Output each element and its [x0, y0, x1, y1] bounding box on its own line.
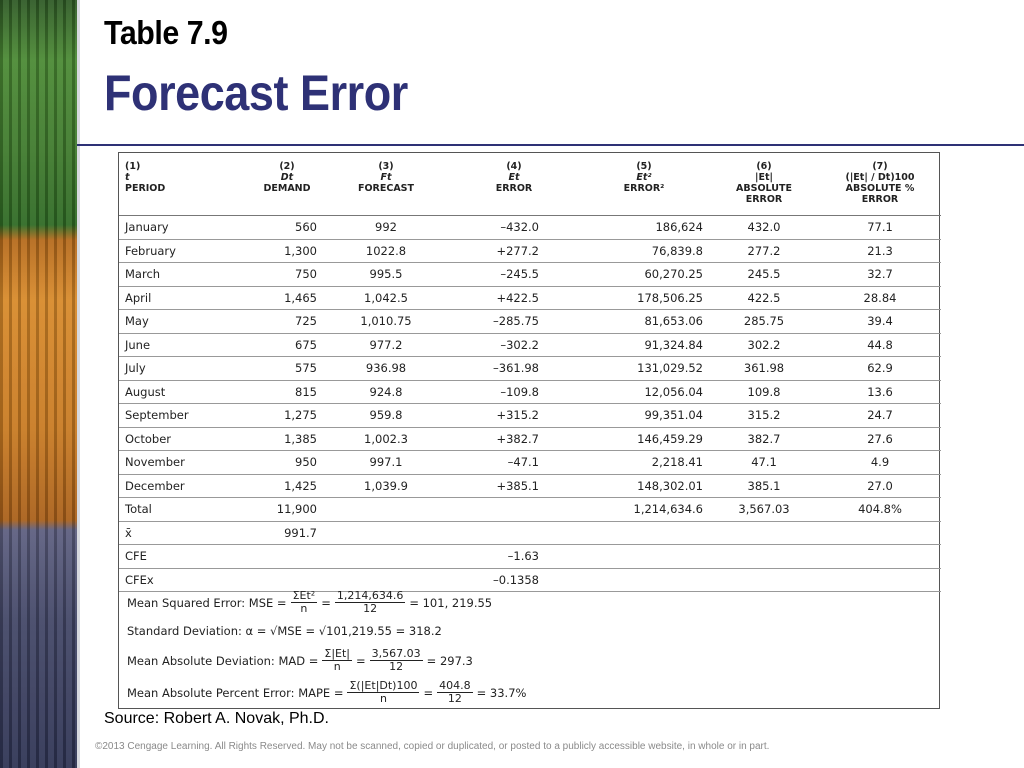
decorative-container-strip: [0, 0, 77, 768]
cell-error: +315.2: [449, 404, 579, 428]
cell-period: August: [119, 380, 251, 404]
table-row: [119, 333, 941, 357]
cell-forecast: [323, 498, 449, 522]
mape-result: = 33.7%: [476, 685, 527, 700]
cell-period: November: [119, 451, 251, 475]
cell-demand: [251, 568, 323, 592]
cell-error-squared: 186,624: [579, 216, 709, 240]
cell-period: January: [119, 216, 251, 240]
header-label: PERIOD: [125, 183, 166, 194]
source-note: Source: Robert A. Novak, Ph.D.: [104, 710, 329, 727]
cell-absolute-error: 277.2: [709, 239, 819, 263]
mad-value-fraction: [370, 648, 423, 673]
mse-fraction: [291, 590, 318, 615]
cell-absolute-percent-error: 24.7: [819, 404, 941, 428]
mse-value-numerator: 1,214,634.6: [336, 589, 404, 602]
cell-error-squared: 2,218.41: [579, 451, 709, 475]
header-num: (3): [378, 161, 394, 172]
cell-demand: 991.7: [251, 521, 323, 545]
cell-absolute-error: 422.5: [709, 286, 819, 310]
header-num: (4): [506, 161, 522, 172]
header-label: ERROR: [495, 183, 533, 194]
cell-absolute-percent-error: 4.9: [819, 451, 941, 475]
cell-error: [449, 521, 579, 545]
mad-label: Mean Absolute Deviation: MAD =: [127, 653, 319, 668]
mad-equals: =: [356, 653, 366, 668]
header-num: (7): [872, 161, 888, 172]
header-num: (5): [636, 161, 652, 172]
cell-demand: 1,425: [251, 474, 323, 498]
cell-period: CFEx: [119, 568, 251, 592]
mse-value-denominator: 12: [363, 602, 378, 615]
table-row: [119, 474, 941, 498]
cell-demand: 1,465: [251, 286, 323, 310]
cell-period: September: [119, 404, 251, 428]
cell-period: Total: [119, 498, 251, 522]
slide-title: Forecast Error: [104, 65, 408, 121]
cell-demand: 725: [251, 310, 323, 334]
cell-forecast: [323, 545, 449, 569]
cell-error-squared: 178,506.25: [579, 286, 709, 310]
cell-period: October: [119, 427, 251, 451]
header-error-squared: [579, 153, 709, 216]
cell-error: –285.75: [449, 310, 579, 334]
header-num: (6): [756, 161, 772, 172]
cell-forecast: 924.8: [323, 380, 449, 404]
cell-absolute-percent-error: 28.84: [819, 286, 941, 310]
cell-demand: 575: [251, 357, 323, 381]
mad-formula: [127, 648, 473, 673]
cell-error: –302.2: [449, 333, 579, 357]
cell-forecast: 992: [323, 216, 449, 240]
table-row: [119, 216, 941, 240]
table-row: [119, 380, 941, 404]
cell-absolute-percent-error: 21.3: [819, 239, 941, 263]
table-row: [119, 498, 941, 522]
table-row: [119, 568, 941, 592]
cell-period: December: [119, 474, 251, 498]
forecast-error-table: [119, 153, 941, 592]
cell-absolute-error: 3,567.03: [709, 498, 819, 522]
cell-period: March: [119, 263, 251, 287]
cell-error-squared: 76,839.8: [579, 239, 709, 263]
cell-error-squared: 12,056.04: [579, 380, 709, 404]
header-sym: Et²: [636, 172, 652, 183]
table-row: [119, 263, 941, 287]
cell-forecast: 1,042.5: [323, 286, 449, 310]
forecast-error-table-box: [118, 152, 940, 709]
header-label: DEMAND: [263, 183, 311, 194]
cell-absolute-percent-error: 77.1: [819, 216, 941, 240]
mad-value-numerator: 3,567.03: [371, 647, 421, 660]
cell-absolute-error: 432.0: [709, 216, 819, 240]
cell-error: –432.0: [449, 216, 579, 240]
mse-label: Mean Squared Error: MSE =: [127, 595, 287, 610]
mape-value-fraction: [437, 680, 473, 705]
cell-absolute-percent-error: 404.8%: [819, 498, 941, 522]
header-label2: ERROR: [861, 194, 899, 205]
cell-error-squared: 148,302.01: [579, 474, 709, 498]
cell-error-squared: [579, 521, 709, 545]
mse-formula: [127, 590, 492, 615]
cell-period: February: [119, 239, 251, 263]
header-sym: t: [125, 172, 130, 183]
mad-fraction: [322, 648, 352, 673]
cell-error: –361.98: [449, 357, 579, 381]
mad-value-denominator: 12: [389, 660, 404, 673]
cell-forecast: 1022.8: [323, 239, 449, 263]
cell-error-squared: 146,459.29: [579, 427, 709, 451]
cell-error: +422.5: [449, 286, 579, 310]
title-divider: [77, 144, 1024, 146]
mse-numerator: ΣEt²: [292, 589, 316, 602]
cell-forecast: [323, 568, 449, 592]
header-absolute-percent-error: [819, 153, 941, 216]
cell-absolute-error: 302.2: [709, 333, 819, 357]
cell-demand: 1,385: [251, 427, 323, 451]
cell-forecast: [323, 521, 449, 545]
cell-absolute-percent-error: 13.6: [819, 380, 941, 404]
cell-error-squared: [579, 568, 709, 592]
mape-value-numerator: 404.8: [439, 679, 471, 692]
cell-absolute-error: 361.98: [709, 357, 819, 381]
table-row: [119, 239, 941, 263]
mse-result: = 101, 219.55: [409, 595, 493, 610]
header-demand: [251, 153, 323, 216]
cell-error-squared: 99,351.04: [579, 404, 709, 428]
cell-absolute-percent-error: 44.8: [819, 333, 941, 357]
header-sym: (|Et| / Dt)100: [845, 172, 915, 183]
cell-forecast: 959.8: [323, 404, 449, 428]
mad-denominator: n: [333, 660, 341, 673]
header-num: (2): [279, 161, 295, 172]
cell-period: May: [119, 310, 251, 334]
table-row: [119, 545, 941, 569]
mad-numerator: Σ|Et|: [324, 647, 351, 660]
cell-forecast: 997.1: [323, 451, 449, 475]
sd-formula: [127, 624, 442, 638]
cell-error: [449, 498, 579, 522]
cell-absolute-percent-error: 39.4: [819, 310, 941, 334]
header-period: [119, 153, 251, 216]
header-sym: Dt: [280, 172, 294, 183]
mse-equals: =: [321, 595, 331, 610]
cell-demand: 1,300: [251, 239, 323, 263]
cell-absolute-percent-error: 27.0: [819, 474, 941, 498]
cell-absolute-error: 47.1: [709, 451, 819, 475]
cell-absolute-error: [709, 521, 819, 545]
cell-demand: 750: [251, 263, 323, 287]
cell-absolute-percent-error: 32.7: [819, 263, 941, 287]
mse-denominator: n: [300, 602, 308, 615]
table-row: [119, 357, 941, 381]
cell-error: +385.1: [449, 474, 579, 498]
cell-demand: 1,275: [251, 404, 323, 428]
cell-absolute-error: 385.1: [709, 474, 819, 498]
cell-error-squared: 131,029.52: [579, 357, 709, 381]
mape-equals: =: [423, 685, 434, 700]
mad-result: = 297.3: [426, 653, 473, 668]
cell-error: +382.7: [449, 427, 579, 451]
cell-demand: [251, 545, 323, 569]
mape-fraction: [347, 680, 419, 705]
cell-error: –47.1: [449, 451, 579, 475]
sd-label: Standard Deviation: α = √MSE = √101,219.55 = 318.2: [127, 624, 442, 638]
mse-value-fraction: [335, 590, 405, 615]
table-number: Table 7.9: [104, 14, 228, 51]
cell-forecast: 1,010.75: [323, 310, 449, 334]
cell-forecast: 936.98: [323, 357, 449, 381]
header-row: [119, 153, 941, 216]
table-row: [119, 310, 941, 334]
cell-error: –0.1358: [449, 568, 579, 592]
cell-error-squared: 1,214,634.6: [579, 498, 709, 522]
strip-edge: [77, 0, 80, 768]
cell-absolute-error: 109.8: [709, 380, 819, 404]
cell-error: –109.8: [449, 380, 579, 404]
cell-period: July: [119, 357, 251, 381]
cell-demand: 815: [251, 380, 323, 404]
cell-error-squared: 81,653.06: [579, 310, 709, 334]
cell-demand: 11,900: [251, 498, 323, 522]
header-label: ABSOLUTE: [736, 183, 792, 194]
cell-error-squared: 60,270.25: [579, 263, 709, 287]
cell-period: April: [119, 286, 251, 310]
header-label2: ERROR: [745, 194, 783, 205]
cell-absolute-percent-error: [819, 521, 941, 545]
header-label: ERROR²: [623, 183, 665, 194]
cell-period: June: [119, 333, 251, 357]
cell-absolute-percent-error: [819, 545, 941, 569]
cell-forecast: 995.5: [323, 263, 449, 287]
header-num: (1): [125, 161, 141, 172]
table-row: [119, 404, 941, 428]
cell-forecast: 1,039.9: [323, 474, 449, 498]
cell-error: –245.5: [449, 263, 579, 287]
cell-forecast: 1,002.3: [323, 427, 449, 451]
cell-absolute-error: 382.7: [709, 427, 819, 451]
cell-absolute-percent-error: 62.9: [819, 357, 941, 381]
cell-absolute-error: 315.2: [709, 404, 819, 428]
cell-error: +277.2: [449, 239, 579, 263]
cell-absolute-percent-error: 27.6: [819, 427, 941, 451]
header-label: FORECAST: [357, 183, 415, 194]
cell-absolute-percent-error: [819, 568, 941, 592]
mape-value-denominator: 12: [447, 692, 462, 705]
cell-absolute-error: 245.5: [709, 263, 819, 287]
cell-error-squared: 91,324.84: [579, 333, 709, 357]
header-sym: Ft: [380, 172, 392, 183]
cell-period: CFE: [119, 545, 251, 569]
mape-denominator: n: [379, 692, 387, 705]
header-sym: |Et|: [755, 172, 773, 183]
header-label: ABSOLUTE %: [845, 183, 915, 194]
copyright-notice: ©2013 Cengage Learning. All Rights Reserved. May not be scanned, copied or duplicated, or posted to a publicly accessible website, in whole or in part.: [95, 741, 770, 752]
cell-demand: 675: [251, 333, 323, 357]
table-row: [119, 286, 941, 310]
header-error: [449, 153, 579, 216]
cell-demand: 950: [251, 451, 323, 475]
cell-absolute-error: 285.75: [709, 310, 819, 334]
cell-demand: 560: [251, 216, 323, 240]
mape-formula: [127, 680, 526, 705]
cell-period: x̄: [119, 521, 251, 545]
table-row: [119, 521, 941, 545]
cell-forecast: 977.2: [323, 333, 449, 357]
cell-absolute-error: [709, 568, 819, 592]
header-forecast: [323, 153, 449, 216]
cell-error: –1.63: [449, 545, 579, 569]
mape-label: Mean Absolute Percent Error: MAPE =: [127, 685, 344, 700]
cell-error-squared: [579, 545, 709, 569]
table-row: [119, 427, 941, 451]
cell-absolute-error: [709, 545, 819, 569]
header-absolute-error: [709, 153, 819, 216]
mape-numerator: Σ(|Et|Dt)100: [349, 679, 418, 692]
header-sym: Et: [508, 172, 520, 183]
table-row: [119, 451, 941, 475]
